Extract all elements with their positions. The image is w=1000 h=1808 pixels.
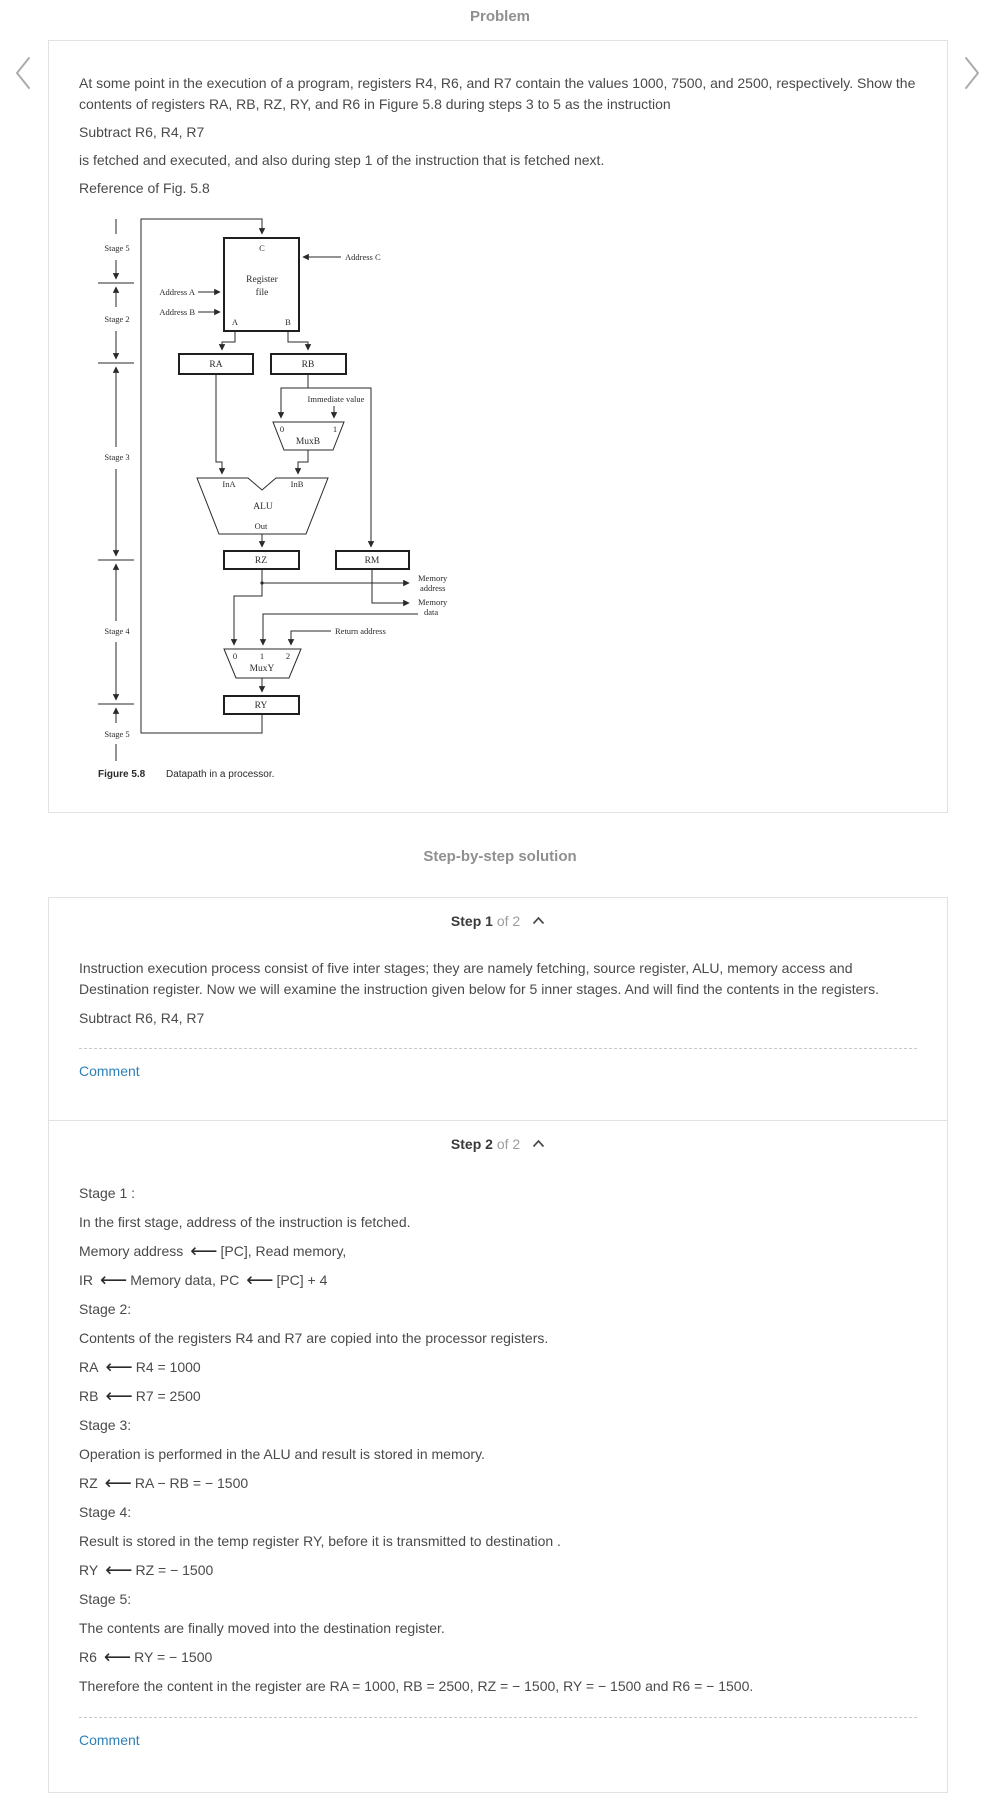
equation-ra: RA ⟵ R4 = 1000 [79,1357,201,1378]
alu-inb-label: InB [290,479,304,489]
left-arrow-icon: ⟵ [103,1647,132,1668]
stage-2-title: Stage 2: [79,1301,132,1317]
rb-label: RB [301,360,315,370]
step-1-section [49,913,947,1120]
ry-label: RY [254,701,268,711]
left-arrow-icon: ⟵ [105,1357,133,1378]
collapse-step-2-button[interactable] [532,1136,545,1151]
stage-2-text: Contents of the registers R4 and R7 are copied into the processor registers. [79,1330,549,1346]
port-a-label: A [231,317,239,327]
address-c-label: Address C [345,252,381,262]
chevron-right-icon [962,55,982,91]
memory-address-label-2: address [420,583,446,593]
solution-heading: Step-by-step solution [423,848,577,865]
memory-data-label-2: data [424,607,439,617]
alu-label: ALU [253,502,273,512]
stage-4-text: Result is stored in the temp register RY, before it is transmitted to destination . [79,1533,561,1549]
dashed-divider [79,1048,917,1049]
problem-paragraph-2: is fetched and executed, and also during step 1 of the instruction that is fetched next. [79,152,605,168]
comment-link-step-2[interactable]: Comment [79,1732,140,1748]
step-2-body [79,1183,917,1697]
step-2-title: Step 2 [450,1136,493,1152]
rz-label: RZ [254,556,268,566]
address-a-label: Address A [159,287,195,297]
stage-3-title: Stage 3: [79,1417,132,1433]
chevron-left-icon [13,55,33,91]
step-1-body [79,958,917,1029]
step-1-count: of 2 [496,913,521,929]
step-1-paragraph: Instruction execution process consist of five inter stages; they are namely fetching, source register, ALU, memory access and Destination register. Now we will examine the instruction given below for 5 inner stages. And will find the contents in the registers. [79,960,879,997]
muxb-label: MuxB [295,437,321,447]
address-b-label: Address B [159,307,195,317]
equation-rb: RB ⟵ R7 = 2500 [79,1386,201,1407]
step-2-count: of 2 [496,1136,521,1152]
stage3-label: Stage 3 [104,452,130,462]
muxb-input0-label: 0 [279,424,285,434]
chevron-up-icon [532,916,545,925]
step-2-header [79,1136,917,1152]
next-problem-button[interactable] [962,55,982,94]
muxb-input1-label: 1 [332,424,338,434]
equation-r6: R6 ⟵ RY = − 1500 [79,1647,213,1668]
problem-heading: Problem [469,8,530,25]
muxy-input2-label: 2 [285,651,291,661]
memory-data-label-1: Memory [418,597,448,607]
alu-out-label: Out [254,521,268,531]
immediate-value-label: Immediate value [307,394,365,404]
alu-ina-label: InA [222,479,236,489]
equation-ir-pc: IR ⟵ Memory data, PC ⟵ [PC] + 4 [79,1270,328,1291]
previous-problem-button[interactable] [13,55,33,94]
conclusion-text: Therefore the content in the register are RA = 1000, RB = 2500, RZ = − 1500, RY = − 1500 and R6 = − 1500. [79,1678,754,1694]
equation-memory-address: Memory address ⟵ [PC], Read memory, [79,1241,347,1262]
figure-reference: Reference of Fig. 5.8 [79,180,210,196]
ra-label: RA [209,360,223,370]
stage5-top-label: Stage 5 [104,243,130,253]
collapse-step-1-button[interactable] [532,913,545,928]
figure-caption-label: Figure 5.8 [98,769,146,780]
problem-instruction: Subtract R6, R4, R7 [79,124,205,140]
equation-ry: RY ⟵ RZ = − 1500 [79,1560,214,1581]
port-c-label: C [259,243,265,253]
stage-1-text: In the first stage, address of the instruction is fetched. [79,1214,411,1230]
chevron-up-icon [532,1139,545,1148]
step-1-instruction: Subtract R6, R4, R7 [79,1010,205,1026]
figure-caption-text: Datapath in a processor. [166,769,275,780]
left-arrow-icon: ⟵ [105,1386,133,1407]
stage5-bottom-label: Stage 5 [104,729,130,739]
memory-address-label-1: Memory [418,573,448,583]
dashed-divider [79,1717,917,1718]
stage4-label: Stage 4 [104,626,130,636]
muxy-input1-label: 1 [259,651,265,661]
register-file-label-1: Register [246,275,278,285]
comment-link-step-1[interactable]: Comment [79,1063,140,1079]
step-1-header [79,913,917,929]
left-arrow-icon: ⟵ [105,1560,133,1581]
datapath-figure [91,211,917,786]
problem-paragraph-1: At some point in the execution of a program, registers R4, R6, and R7 contain the values 1000, 7500, and 2500, respectively. Show the contents of registers RA, RB, RZ, RY, and R6 in Figure 5.8 during steps 3 to 5 as the instruction [79,75,916,112]
equation-rz: RZ ⟵ RA − RB = − 1500 [79,1473,249,1494]
stage-timeline [98,219,134,761]
step-2-section [49,1120,947,1785]
port-b-label: B [285,317,291,327]
stage-1-title: Stage 1 : [79,1185,136,1201]
steps-card [48,897,948,1793]
left-arrow-icon: ⟵ [246,1270,274,1291]
stage-5-title: Stage 5: [79,1591,132,1607]
stage-4-title: Stage 4: [79,1504,132,1520]
left-arrow-icon: ⟵ [190,1241,218,1262]
register-file-label-2: file [255,288,269,298]
muxy-input0-label: 0 [232,651,238,661]
return-address-label: Return address [335,626,386,636]
rm-label: RM [364,556,380,566]
left-arrow-icon: ⟵ [100,1270,128,1291]
stage-5-text: The contents are finally moved into the destination register. [79,1620,445,1636]
problem-card [48,40,948,813]
stage2-label: Stage 2 [104,314,130,324]
datapath-diagram [91,211,463,781]
left-arrow-icon: ⟵ [104,1473,132,1494]
step-1-title: Step 1 [450,913,493,929]
muxy-label: MuxY [249,664,275,674]
stage-3-text: Operation is performed in the ALU and result is stored in memory. [79,1446,485,1462]
